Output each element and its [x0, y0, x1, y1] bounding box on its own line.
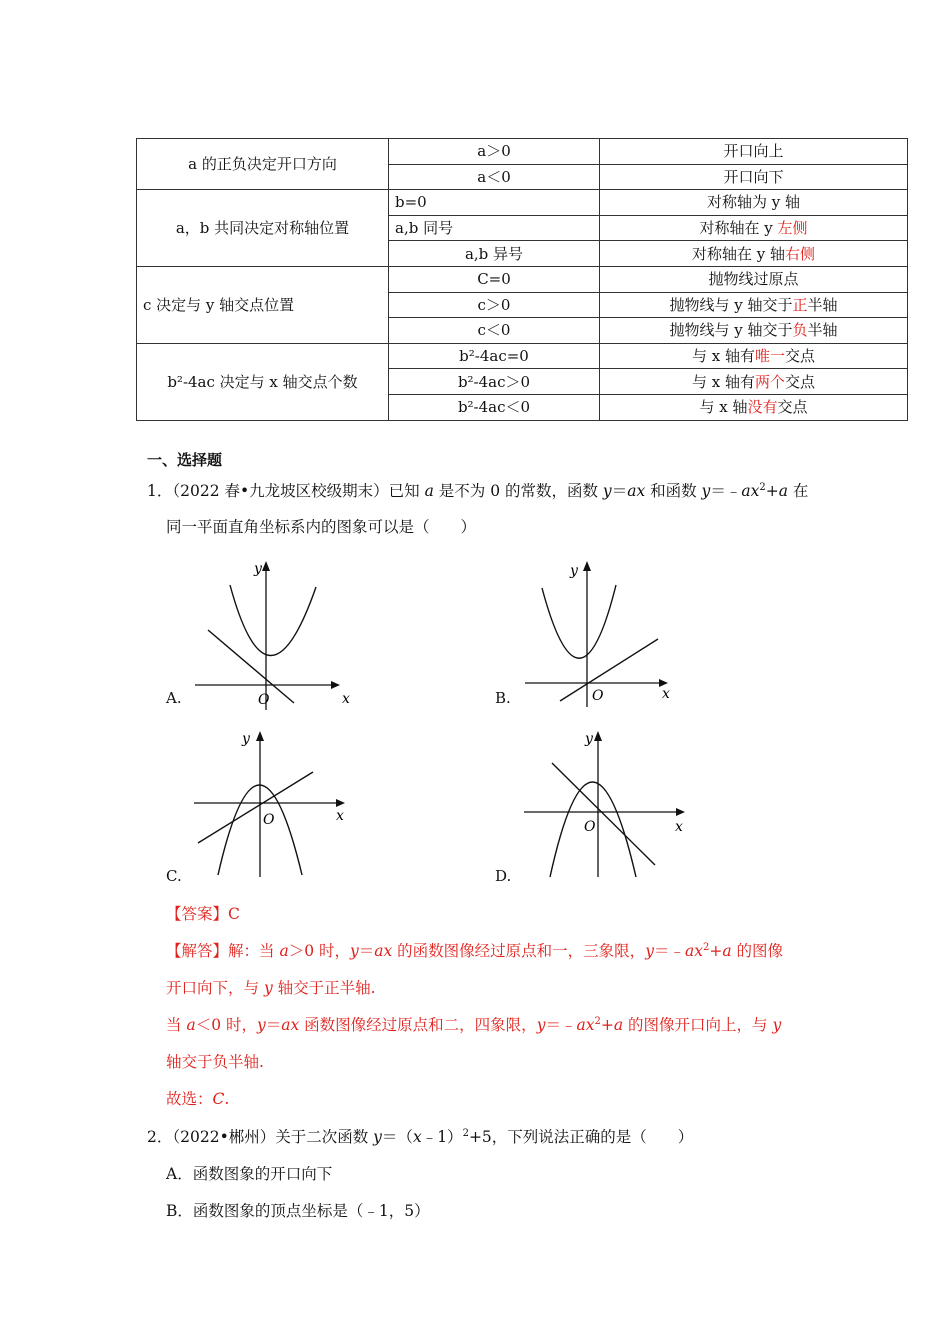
- x-axis-arrow: [331, 681, 340, 689]
- table-row: [137, 139, 908, 165]
- line-curve: [560, 639, 658, 701]
- origin-label: O: [584, 819, 596, 835]
- highlight-text: 没有: [747, 398, 778, 417]
- x-axis-label: x: [662, 686, 670, 702]
- result-text: 半轴: [807, 321, 838, 340]
- result-text: 交点: [777, 398, 808, 417]
- result-cell: [600, 369, 908, 395]
- y-axis-arrow: [583, 561, 591, 571]
- explanation-line-1: 【解答】解：当 a＞0 时，y＝ax 的函数图像经过原点和一，三象限，$y=﹣ax^2+a$ 的图像: [166, 942, 784, 960]
- condition-cell: C=0: [389, 266, 600, 292]
- x-axis-label: x: [342, 691, 350, 707]
- condition-cell: a＜0: [389, 164, 600, 190]
- table-row: [137, 343, 908, 369]
- explanation-line-3: 当 a＜0 时，y＝ax 函数图像经过原点和二，四象限，$y=﹣ax^2+a$ 的图像开口向上，与 y: [166, 1016, 782, 1034]
- result-cell: [600, 266, 908, 292]
- condition-cell: a,b 异号: [389, 241, 600, 267]
- result-text: 开口向下: [723, 167, 784, 186]
- parabola-curve: [542, 585, 616, 658]
- origin-label: O: [263, 812, 275, 828]
- y-axis-label: y: [570, 563, 578, 579]
- graph-option-d[interactable]: [520, 725, 690, 885]
- highlight-text: 两个: [754, 372, 785, 391]
- y-axis-label: y: [254, 561, 262, 577]
- result-text: 交点: [785, 372, 816, 391]
- parabola-curve: [230, 585, 316, 656]
- graph-option-c[interactable]: [190, 725, 360, 885]
- x-axis-label: x: [336, 808, 344, 824]
- result-cell: [600, 241, 908, 267]
- result-cell: [600, 318, 908, 344]
- highlight-text: 正: [792, 295, 808, 314]
- result-text: 交点: [785, 347, 816, 366]
- condition-cell: c＞0: [389, 292, 600, 318]
- result-text: 与 x 轴: [699, 398, 748, 417]
- option-c-label[interactable]: C.: [166, 867, 182, 885]
- option-b-label[interactable]: B.: [495, 689, 511, 707]
- group-label-cell: a，b 共同决定对称轴位置: [137, 190, 389, 267]
- result-cell: [600, 139, 908, 165]
- result-cell: [600, 190, 908, 216]
- explanation-line-2: 开口向下，与 y 轴交于正半轴.: [166, 979, 376, 997]
- properties-table: [136, 138, 908, 421]
- line-curve: [198, 772, 313, 843]
- x-axis-arrow: [336, 799, 345, 807]
- graph-option-a[interactable]: [190, 555, 360, 715]
- condition-cell: b=0: [389, 190, 600, 216]
- x-axis-label: x: [675, 819, 683, 835]
- question-1-line-2: 同一平面直角坐标系内的图象可以是（ ）: [166, 518, 477, 536]
- result-text: 抛物线过原点: [708, 270, 799, 289]
- result-text: 对称轴在 y 轴: [691, 244, 785, 263]
- table-row: [137, 190, 908, 216]
- graph-option-b[interactable]: [520, 555, 690, 715]
- result-cell: [600, 215, 908, 241]
- condition-cell: b²-4ac＞0: [389, 369, 600, 395]
- group-label-cell: b²-4ac 决定与 x 轴交点个数: [137, 343, 389, 420]
- option-a-label[interactable]: A.: [166, 689, 182, 707]
- condition-cell: b²-4ac=0: [389, 343, 600, 369]
- condition-cell: c＜0: [389, 318, 600, 344]
- condition-cell: a＞0: [389, 139, 600, 165]
- highlight-text: 右侧: [785, 244, 816, 263]
- result-text: 对称轴为 y 轴: [706, 193, 800, 212]
- result-cell: [600, 394, 908, 420]
- y-axis-arrow: [262, 561, 270, 571]
- y-axis-arrow: [256, 731, 264, 741]
- explanation-line-4: 轴交于负半轴.: [166, 1053, 264, 1071]
- y-axis-label: y: [242, 731, 250, 747]
- origin-label: O: [258, 692, 270, 708]
- result-text: 对称轴在 y: [699, 219, 778, 238]
- result-text: 半轴: [807, 295, 838, 314]
- question-2-line-1: 2．（2022•郴州）关于二次函数 y＝（x﹣1）$^2$+5，下列说法正确的是（ ）: [147, 1128, 694, 1146]
- table-row: [137, 266, 908, 292]
- result-text: 与 x 轴有: [691, 372, 755, 391]
- condition-cell: b²-4ac＜0: [389, 394, 600, 420]
- result-text: 抛物线与 y 轴交于: [669, 321, 793, 340]
- highlight-text: 唯一: [754, 347, 785, 366]
- highlight-text: 左侧: [777, 219, 808, 238]
- section-title: 一、选择题: [147, 451, 223, 469]
- explanation-line-5: 故选：C.: [166, 1090, 230, 1108]
- condition-cell: a,b 同号: [389, 215, 600, 241]
- result-text: 抛物线与 y 轴交于: [669, 295, 793, 314]
- group-label-cell: c 决定与 y 轴交点位置: [137, 266, 389, 343]
- question-2-option-b[interactable]: B．函数图象的顶点坐标是（﹣1，5）: [166, 1202, 430, 1220]
- group-label-cell: a 的正负决定开口方向: [137, 139, 389, 190]
- question-2-option-a[interactable]: A．函数图象的开口向下: [166, 1165, 333, 1183]
- origin-label: O: [592, 688, 604, 704]
- result-cell: [600, 164, 908, 190]
- highlight-text: 负: [792, 321, 808, 340]
- result-cell: [600, 292, 908, 318]
- y-axis-label: y: [585, 731, 593, 747]
- result-text: 与 x 轴有: [691, 347, 755, 366]
- x-axis-arrow: [676, 808, 685, 816]
- question-1-line-1: 1．（2022 春•九龙坡区校级期末）已知 a 是不为 0 的常数，函数 y＝ax 和函数 $y=﹣ax^2+a$ 在: [147, 482, 809, 500]
- result-text: 开口向上: [723, 142, 784, 161]
- result-cell: [600, 343, 908, 369]
- y-axis-arrow: [594, 731, 602, 741]
- answer-label: 【答案】C: [166, 905, 240, 923]
- option-d-label[interactable]: D.: [495, 867, 512, 885]
